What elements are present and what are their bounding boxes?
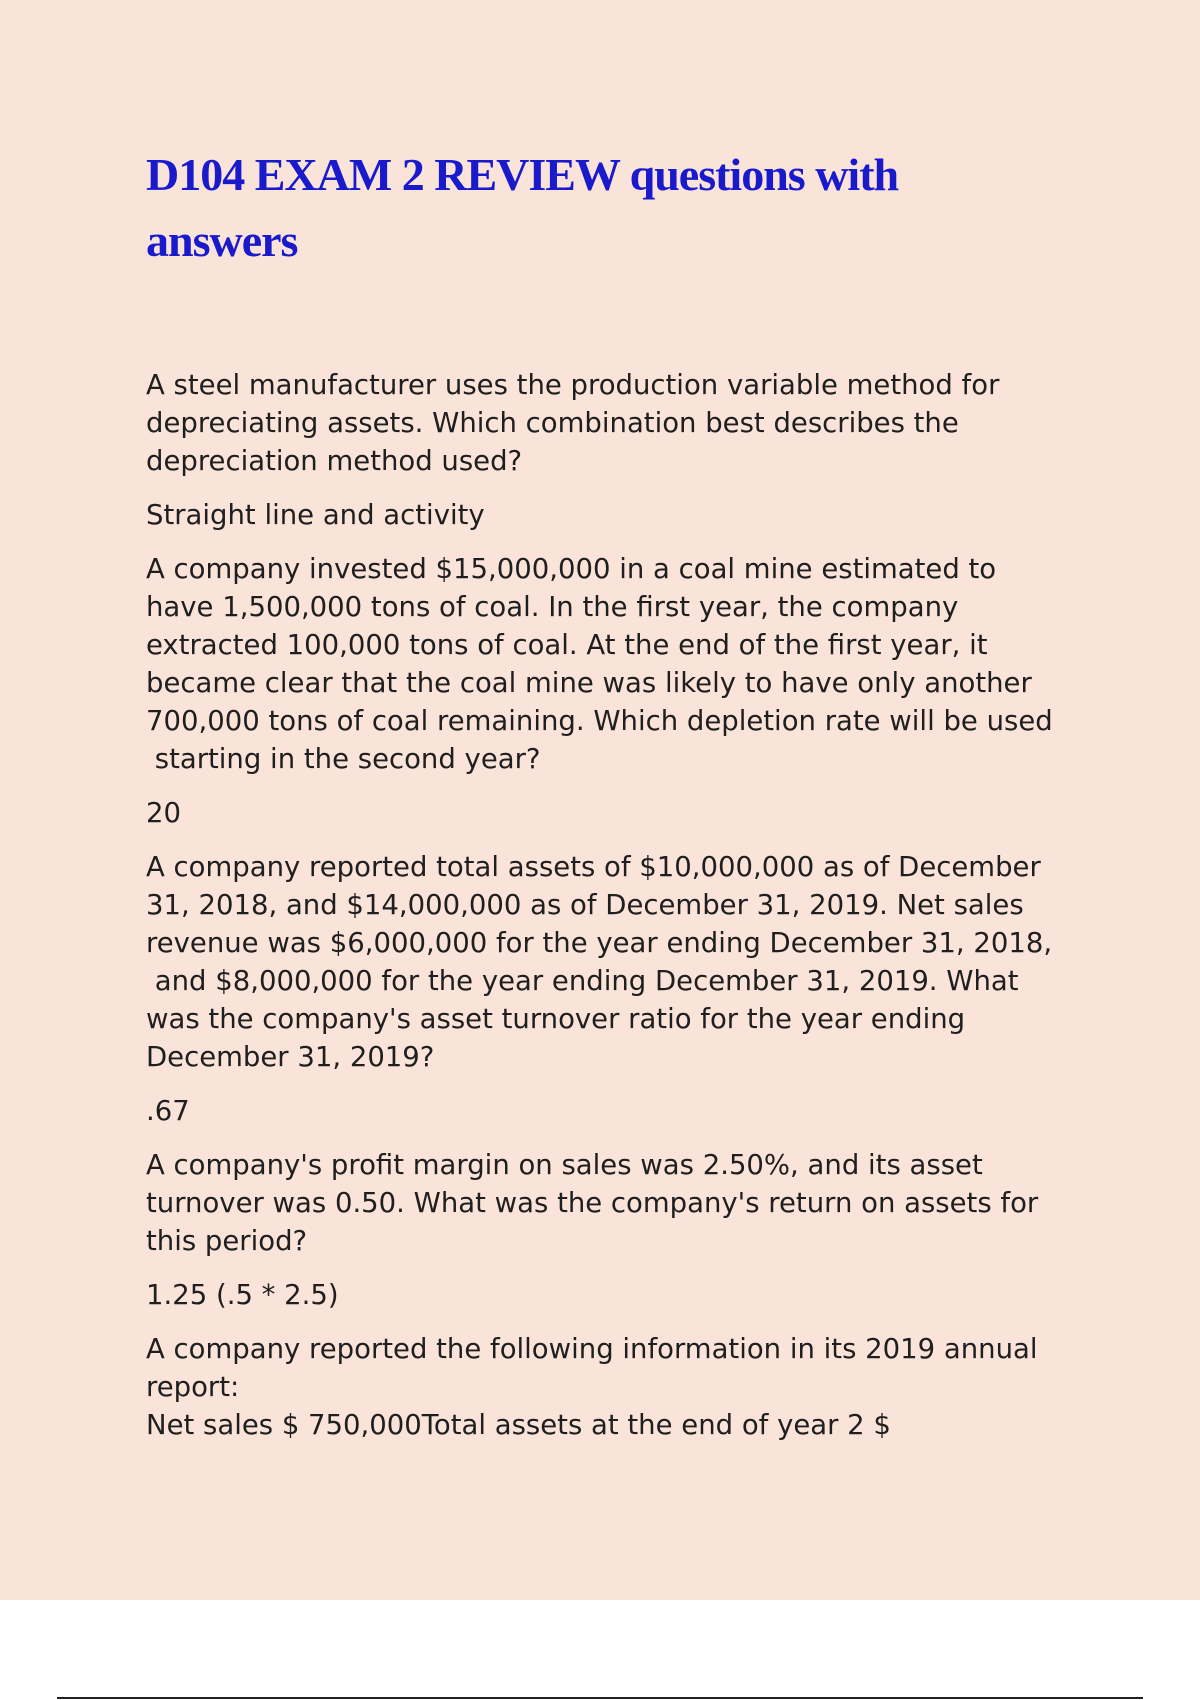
question-4-line-2: turnover was 0.50. What was the company's return on assets for [146,1187,1039,1219]
question-5-line-1: A company reported the following information in its 2019 annual [146,1333,1038,1365]
footer-divider [57,1697,1143,1699]
question-4-line-3: this period? [146,1225,308,1257]
answer-1: Straight line and activity [146,499,485,531]
question-3-line-4: and $8,000,000 for the year ending December 31, 2019. What [146,965,1019,997]
question-3-line-5: was the company's asset turnover ratio for the year ending [146,1003,966,1035]
question-4 [146,1146,1096,1260]
answer-2: 20 [146,797,181,829]
question-3 [146,848,1096,1076]
question-2-line-5: 700,000 tons of coal remaining. Which depletion rate will be used [146,705,1053,737]
question-4-line-1: A company's profit margin on sales was 2.50%, and its asset [146,1149,983,1181]
title-line-1: D104 EXAM 2 REVIEW questions with [146,149,899,200]
question-2-line-1: A company invested $15,000,000 in a coal mine estimated to [146,553,997,585]
question-3-line-3: revenue was $6,000,000 for the year ending December 31, 2018, [146,927,1053,959]
question-3-line-6: December 31, 2019? [146,1041,435,1073]
question-2-line-4: became clear that the coal mine was likely to have only another [146,667,1032,699]
question-2-line-3: extracted 100,000 tons of coal. At the end of the first year, it [146,629,988,661]
answer-4: 1.25 (.5 * 2.5) [146,1279,339,1311]
question-1-line-1: A steel manufacturer uses the production variable method for [146,369,1000,401]
answer-3: .67 [146,1095,190,1127]
question-1-line-2: depreciating assets. Which combination best describes the [146,407,959,439]
qa-list [146,366,1096,1460]
question-1 [146,366,1096,480]
title-line-2: answers [146,215,298,266]
question-3-line-1: A company reported total assets of $10,000,000 as of December [146,851,1041,883]
question-1-line-3: depreciation method used? [146,445,523,477]
question-2 [146,550,1096,778]
question-5 [146,1330,1096,1444]
question-3-line-2: 31, 2018, and $14,000,000 as of December 31, 2019. Net sales [146,889,1024,921]
question-2-line-6: starting in the second year? [146,743,541,775]
question-2-line-2: have 1,500,000 tons of coal. In the first year, the company [146,591,959,623]
question-5-line-2: report: [146,1371,240,1403]
question-5-line-3: Net sales $ 750,000Total assets at the end of year 2 $ [146,1409,891,1441]
document-title [146,142,1106,274]
